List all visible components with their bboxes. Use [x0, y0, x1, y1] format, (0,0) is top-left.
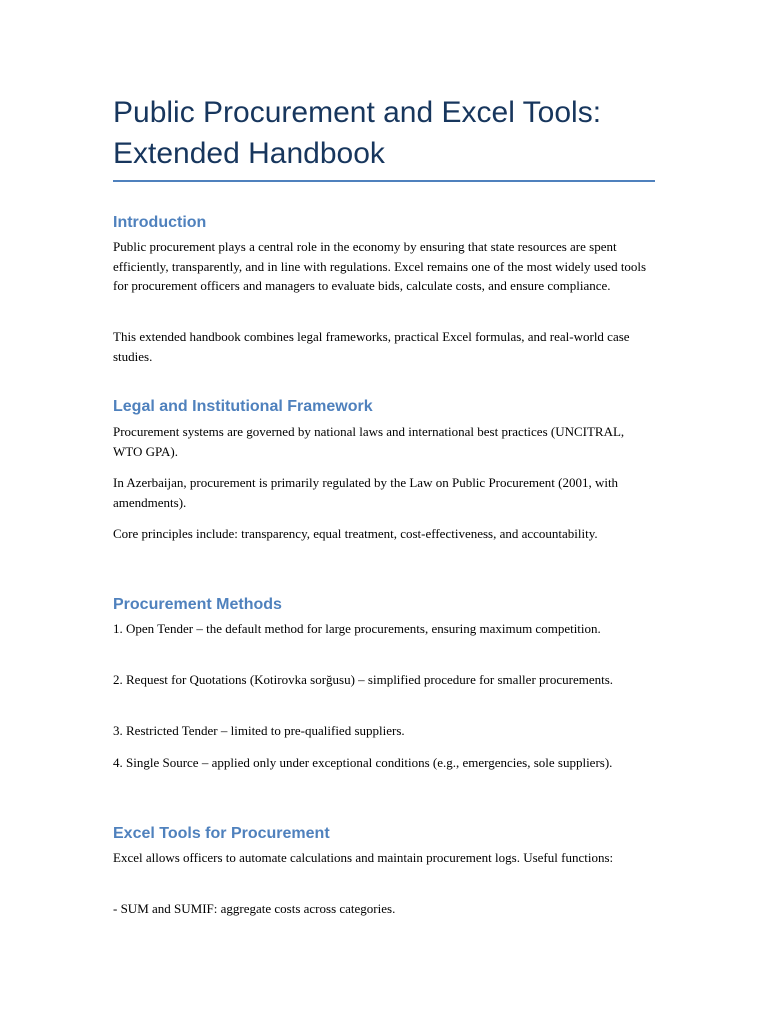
methods-paragraph-1-block	[113, 619, 655, 639]
methods-paragraph-3-block	[113, 721, 655, 741]
section-heading: Procurement Methods	[113, 596, 282, 613]
paragraph: Excel allows officers to automate calculations and maintain procurement logs. Useful functions:	[113, 850, 614, 865]
introduction-paragraph-1-block	[113, 237, 655, 296]
section-legal-framework	[113, 397, 655, 417]
section-excel-tools	[113, 824, 655, 844]
paragraph: 1. Open Tender – the default method for large procurements, ensuring maximum competition.	[113, 621, 601, 636]
paragraph: 4. Single Source – applied only under exceptional conditions (e.g., emergencies, sole suppliers).	[113, 755, 613, 770]
section-procurement-methods	[113, 595, 655, 615]
paragraph: - SUM and SUMIF: aggregate costs across categories.	[113, 901, 396, 916]
document-page	[113, 92, 655, 182]
section-heading: Legal and Institutional Framework	[113, 398, 373, 415]
document-title	[113, 92, 655, 174]
legal-paragraph-1-block	[113, 422, 655, 461]
section-introduction	[113, 213, 655, 233]
legal-paragraph-2-block	[113, 473, 655, 512]
paragraph: Public procurement plays a central role in the economy by ensuring that state resources are spent efficiently, transparently, and in line with regulations. Excel remains one of the most widely used tools for procurement officers and managers to evaluate bids, calculate costs, and ensure compliance.	[113, 239, 647, 293]
title-underline	[113, 180, 655, 182]
paragraph: In Azerbaijan, procurement is primarily regulated by the Law on Public Procurement (2001, with amendments).	[113, 475, 619, 510]
paragraph: 2. Request for Quotations (Kotirovka sorğusu) – simplified procedure for smaller procurements.	[113, 672, 614, 687]
document-title-line-2: Extended Handbook	[113, 137, 385, 170]
paragraph: This extended handbook combines legal frameworks, practical Excel formulas, and real-world case studies.	[113, 329, 630, 364]
legal-paragraph-3-block	[113, 524, 655, 544]
paragraph: 3. Restricted Tender – limited to pre-qualified suppliers.	[113, 723, 405, 738]
section-heading: Introduction	[113, 214, 207, 231]
paragraph: Core principles include: transparency, equal treatment, cost-effectiveness, and accountability.	[113, 526, 598, 541]
excel-paragraph-2-block	[113, 899, 655, 919]
excel-paragraph-1-block	[113, 848, 655, 868]
methods-paragraph-2-block	[113, 670, 655, 690]
paragraph: Procurement systems are governed by national laws and international best practices (UNCITRAL, WTO GPA).	[113, 424, 625, 459]
section-heading: Excel Tools for Procurement	[113, 825, 330, 842]
methods-paragraph-4-block	[113, 753, 655, 773]
introduction-paragraph-2-block	[113, 327, 655, 366]
document-title-line-1: Public Procurement and Excel Tools:	[113, 96, 602, 129]
